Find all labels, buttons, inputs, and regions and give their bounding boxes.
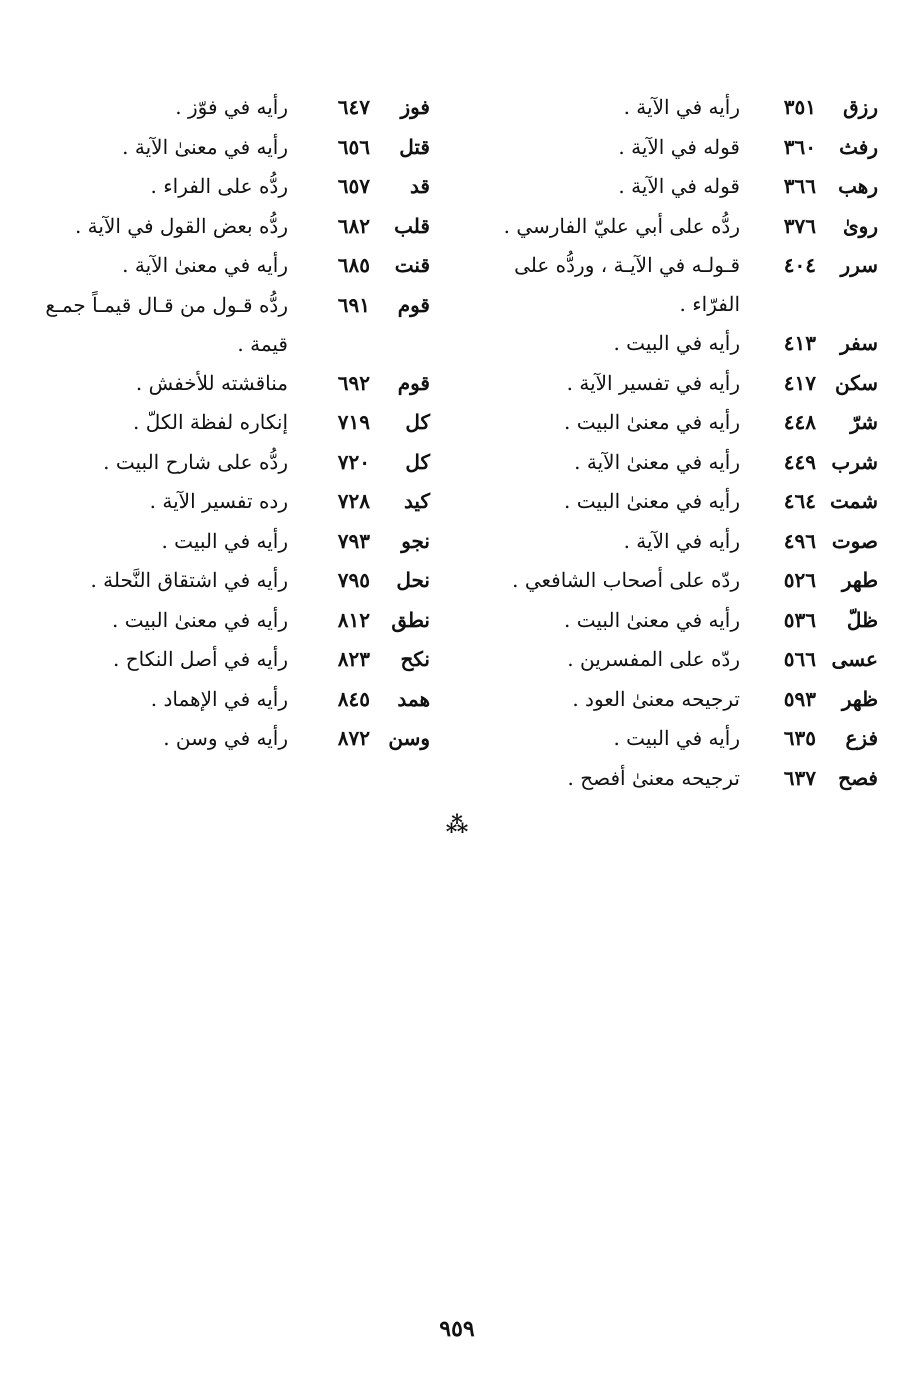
index-column-left — [30, 88, 430, 759]
index-entry — [30, 128, 430, 168]
index-entry — [468, 88, 878, 128]
entry-note: رأيه في البيت . — [161, 528, 288, 553]
entry-note: قوله في الآية . — [618, 174, 740, 198]
entry-note: ردُّه بعض القول في الآية . — [74, 213, 288, 238]
entry-root: طهر — [841, 568, 878, 592]
index-entry — [468, 443, 878, 483]
entry-note: رأيه في اشتقاق النَّحلة . — [90, 568, 288, 592]
entry-page: ٨٤٥ — [337, 686, 370, 711]
entry-page: ٤٦٤ — [783, 489, 816, 513]
index-entry — [30, 403, 430, 443]
entry-page: ٦٣٥ — [783, 726, 816, 750]
entry-note: إنكاره لفظة الكلّ . — [132, 410, 288, 434]
entry-note: رأيه في معنىٰ الآية . — [122, 253, 288, 277]
entry-root: نطق — [391, 607, 430, 632]
entry-page: ٤٩٦ — [783, 528, 816, 553]
entry-page: ٤٤٨ — [783, 410, 816, 434]
index-entry — [468, 207, 878, 247]
entry-note: ردُّه على أبي عليّ الفارسي . — [503, 213, 740, 238]
entry-note: رده تفسير الآية . — [149, 489, 288, 513]
entry-page: ٤٤٩ — [783, 449, 816, 474]
entry-page: ٥٣٦ — [783, 607, 816, 632]
index-entry — [468, 482, 878, 522]
entry-note: قوله في الآية . — [618, 134, 740, 159]
index-entry — [468, 364, 878, 404]
entry-root: فصح — [838, 765, 878, 790]
entry-root: قتل — [399, 134, 430, 159]
entry-root: رفث — [839, 134, 878, 159]
entry-root: كيد — [403, 489, 430, 513]
entry-note: رأيه في معنىٰ البيت . — [112, 607, 288, 632]
entry-note: رأيه في البيت . — [613, 331, 740, 355]
entry-root: شمت — [830, 489, 878, 513]
entry-root: كل — [405, 449, 430, 474]
index-entry — [30, 640, 430, 680]
entry-note: رأيه في معنىٰ الآية . — [122, 134, 288, 159]
index-entry — [468, 522, 878, 562]
entry-note: رأيه في وسن . — [163, 726, 288, 750]
entry-note: رأيه في معنىٰ البيت . — [564, 489, 740, 513]
entry-page: ٦٥٧ — [337, 174, 370, 198]
entry-note: رأيه في أصل النكاح . — [113, 647, 288, 671]
index-entry — [30, 286, 430, 364]
entry-root: سكن — [834, 370, 878, 395]
entry-note: رأيه في معنىٰ البيت . — [564, 410, 740, 434]
entry-root: نحل — [396, 568, 430, 592]
entry-note: ردُّه على الفراء . — [150, 174, 288, 198]
entry-root: كل — [405, 410, 430, 434]
index-entry — [468, 324, 878, 364]
entry-page: ٦٨٢ — [337, 213, 370, 238]
entry-root: صوت — [831, 528, 878, 553]
entry-note: ردّه على أصحاب الشافعي . — [512, 568, 740, 592]
entry-root: روىٰ — [843, 213, 878, 238]
entry-page: ٣٥١ — [783, 95, 816, 119]
entry-page: ٣٦٠ — [783, 134, 816, 159]
entry-page: ٧٩٣ — [337, 528, 370, 553]
index-entry — [468, 128, 878, 168]
asterism-ornament: ⁂ — [445, 812, 469, 838]
entry-page: ٦٩٢ — [337, 370, 370, 395]
entry-note: قـولـه في الآيـة ، وردُّه على الفرّاء . — [514, 253, 740, 316]
entry-root: ظلّ — [846, 607, 878, 632]
entry-root: ظهر — [841, 686, 878, 711]
index-entry — [30, 167, 430, 207]
entry-note: رأيه في معنىٰ البيت . — [564, 607, 740, 632]
entry-root: سفر — [840, 331, 878, 355]
entry-page: ٥٦٦ — [783, 647, 816, 671]
entry-note: رأيه في الآية . — [623, 95, 740, 119]
entry-note: رأيه في تفسير الآية . — [566, 370, 740, 395]
index-entry — [468, 759, 878, 799]
index-entry — [468, 640, 878, 680]
entry-page: ٨١٢ — [337, 607, 370, 632]
entry-root: قنت — [394, 253, 430, 277]
entry-root: وسن — [388, 726, 430, 750]
index-entry — [30, 561, 430, 601]
entry-root: نجو — [401, 528, 430, 553]
index-entry — [30, 482, 430, 522]
entry-note: ترجيحه معنىٰ أفصح . — [567, 765, 740, 790]
entry-page: ٤١٧ — [783, 370, 816, 395]
index-entry — [468, 403, 878, 443]
index-entry — [30, 522, 430, 562]
entry-page: ٦٤٧ — [337, 95, 370, 119]
entry-root: رهب — [838, 174, 878, 198]
entry-page: ٧٢٠ — [337, 449, 370, 474]
entry-page: ٨٢٣ — [337, 647, 370, 671]
entry-root: شرّ — [850, 410, 878, 434]
entry-root: شرب — [831, 449, 878, 474]
entry-page: ٨٧٢ — [337, 726, 370, 750]
index-entry — [468, 167, 878, 207]
entry-note: رأيه في الآية . — [623, 528, 740, 553]
entry-root: رزق — [843, 95, 878, 119]
entry-note: ردُّه قـول من قـال قيمـاً جمـع قيمة . — [45, 292, 288, 356]
entry-root: قلب — [394, 213, 430, 238]
entry-page: ٣٦٦ — [783, 174, 816, 198]
entry-page: ٣٧٦ — [783, 213, 816, 238]
entry-page: ٥٩٣ — [783, 686, 816, 711]
entry-root: فوز — [400, 95, 430, 119]
entry-root: قوم — [397, 370, 430, 395]
entry-page: ٧١٩ — [337, 410, 370, 434]
entry-page: ٧٢٨ — [337, 489, 370, 513]
entry-note: ردُّه على شارح البيت . — [103, 449, 288, 474]
index-entry — [468, 601, 878, 641]
entry-page: ٤٠٤ — [783, 253, 816, 277]
entry-page: ٦٣٧ — [783, 765, 816, 790]
entry-note: رأيه في الإهماد . — [150, 686, 288, 711]
index-entry — [30, 680, 430, 720]
index-entry — [30, 601, 430, 641]
entry-root: فزع — [845, 726, 878, 750]
index-entry — [468, 680, 878, 720]
entry-root: سرر — [840, 253, 878, 277]
entry-page: ٧٩٥ — [337, 568, 370, 592]
index-entry — [30, 443, 430, 483]
index-entry — [468, 246, 878, 324]
entry-page: ٤١٣ — [783, 331, 816, 355]
entry-root: عسى — [831, 647, 878, 671]
index-entry — [30, 364, 430, 404]
index-column-right — [468, 88, 878, 798]
entry-page: ٦٩١ — [337, 292, 370, 317]
entry-note: ردّه على المفسرين . — [567, 647, 740, 671]
entry-page: ٦٥٦ — [337, 134, 370, 159]
entry-note: رأيه في معنىٰ الآية . — [574, 449, 740, 474]
index-entry — [30, 246, 430, 286]
page-number: ٩٥٩ — [439, 1316, 475, 1342]
index-entry — [30, 88, 430, 128]
index-entry — [468, 719, 878, 759]
entry-root: نكح — [400, 647, 430, 671]
entry-note: رأيه في فوّز . — [175, 95, 288, 119]
index-entry — [30, 207, 430, 247]
entry-root: قد — [409, 174, 430, 198]
entry-page: ٦٨٥ — [337, 253, 370, 277]
index-entry — [30, 719, 430, 759]
entry-root: قوم — [397, 292, 430, 317]
entry-note: ترجيحه معنىٰ العود . — [572, 686, 740, 711]
entry-note: مناقشته للأخفش . — [135, 370, 288, 395]
entry-root: همد — [397, 686, 430, 711]
entry-note: رأيه في البيت . — [613, 726, 740, 750]
index-entry — [468, 561, 878, 601]
entry-page: ٥٢٦ — [783, 568, 816, 592]
